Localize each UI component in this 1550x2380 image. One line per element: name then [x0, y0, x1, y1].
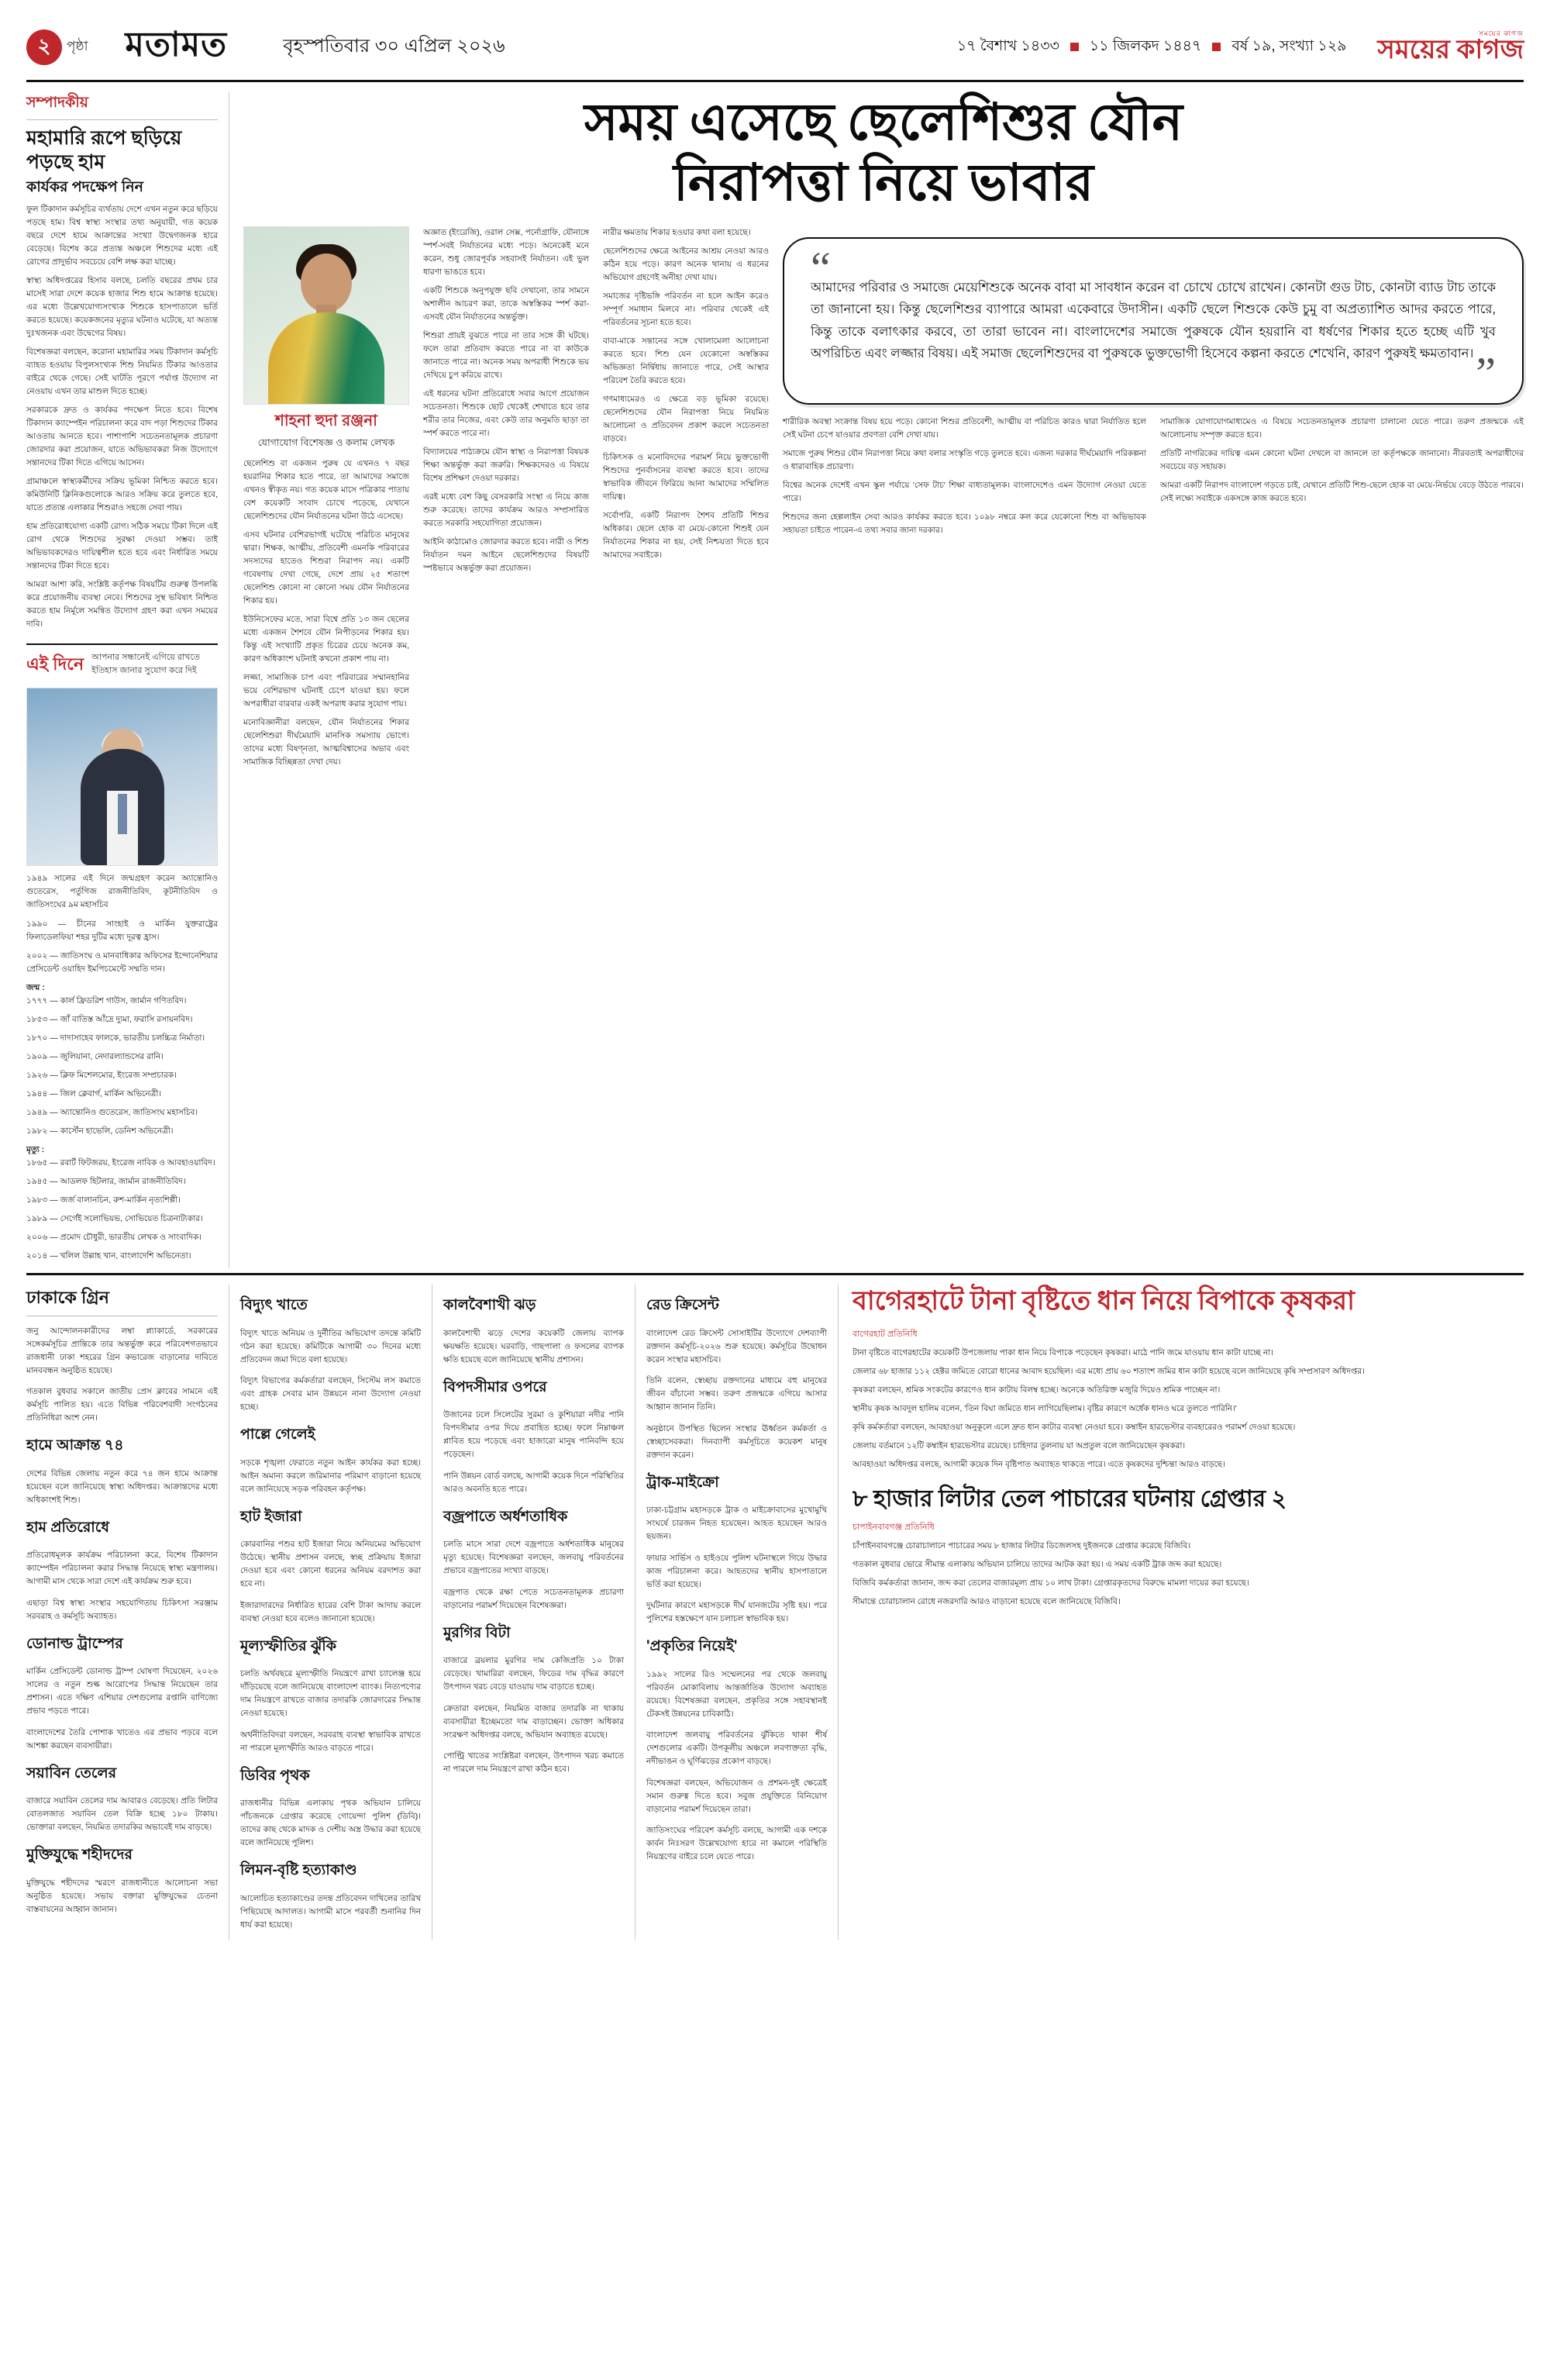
paragraph: ঢাকা-চট্টগ্রাম মহাসড়কে ট্রাক ও মাইক্রোবাসের মুখোমুখি সংঘর্ষে চারজন নিহত হয়েছেন। আহত হয়েছেন আরও ছয়জন। [646, 1506, 827, 1541]
feature-col4-text [783, 416, 1524, 537]
paragraph: ১৯০৯ — জুলিয়ানা, নেদারল্যান্ডসের রানি। [26, 1052, 164, 1062]
bongabdo-date: ১৭ বৈশাখ ১৪৩৩ [956, 37, 1059, 54]
paragraph: সমাজে পুরুষ শিশুর যৌন নিরাপত্তা নিয়ে কথা বলার সংস্কৃতি গড়ে তুলতে হবে। এজন্য দরকার দীর্ঘমেয়াদি পরিকল্পনা ও ধারাবাহিক প্রচারণা। [783, 448, 1146, 471]
pull-quote-text: আমাদের পরিবার ও সমাজে মেয়েশিশুকে অনেক বাবা মা সাবধান করেন বা চোখে চোখে রাখেন। কোনটা গুড টাচ, কোনটা ব্যাড টাচ তাকে তা জানানো হয়। কিন্তু ছেলেশিশুর ব্যাপারে আমরা একেবারে উদাসীন। একটি ছেলে শিশুকে কেউ চুমু বা অপ্রত্যাশিত আদর করতে পারে, কিন্তু তাকে বলাৎকার করবে, তা তারা ভাবেন না। বাংলাদেশের সমাজে পুরুষকে যৌন হয়রানি বা ধর্ষণের শিকার হতে হচ্ছে এটি খুব অপরিচিত এবং লজ্জার বিষয়। এই সমাজ ছেলেশিশুদের বা পুরুষকে ভুক্তভোগী হিসেবে কল্পনা করতে শেখেনি, কারণ পুরুষই ক্ষমতাবান। [811, 280, 1496, 361]
paragraph: ২০০৬ — প্রমোদ চৌধুরী, ভারতীয় লেখক ও সাংবাদিক। [26, 1233, 202, 1243]
paragraph: ১৭৭৭ — কার্ল ফ্রিডরিশ গাউস, জার্মান গণিতবিদ। [26, 996, 187, 1006]
paragraph: বিদ্যালয়ের পাঠ্যক্রমে যৌন স্বাস্থ্য ও নিরাপত্তা বিষয়ক শিক্ষা অন্তর্ভুক্ত করা জরুরি। শিক্ষকদেরও এ বিষয়ে বিশেষ প্রশিক্ষণ দেওয়া দরকার। [423, 447, 589, 483]
editorial-body [26, 203, 218, 631]
paragraph: প্রতিরোধমূলক কার্যক্রম পরিচালনা করে, বিশেষ টিকাদান ক্যাম্পেইন পরিচালনা করার সিদ্ধান্ত নিয়েছে স্বাস্থ্য মন্ত্রণালয়। আগামী মাস থেকে সারা দেশে এই কার্যক্রম শুরু হবে। [26, 1550, 218, 1586]
paragraph: মার্কিন প্রেসিডেন্ট ডোনাল্ড ট্রাম্প ঘোষণা দিয়েছেন, ২০২৬ সালের ও নতুন শুল্ক আরোপের সিদ্ধান্ত নিয়েছেন তার প্রশাসন। এতে দক্ষিণ এশিয়ার দেশগুলোর রপ্তানি বাণিজ্যে প্রভাব পড়তে পারে। [26, 1667, 218, 1716]
author-name: শাহনা হুদা রঞ্জনা [275, 412, 377, 429]
paper-logo-name: সময়ের কাগজ [1377, 36, 1524, 64]
paragraph: বাজারে সয়াবিন তেলের দাম আবারও বেড়েছে। প্রতি লিটার বোতলজাত সয়াবিন তেল বিক্রি হচ্ছে ১৮০ টাকায়। ভোক্তারা বলছেন, নিয়মিত তদারকির অভাবেই দাম বাড়ছে। [26, 1796, 218, 1832]
quote-close-icon: ” [1476, 348, 1496, 399]
paragraph: বিশেষজ্ঞরা বলছেন, করোনা মহামারির সময় টিকাদান কর্মসূচি ব্যাহত হওয়ায় বিপুলসংখ্যক শিশু নিয়মিত টিকার আওতার বাইরে থেকে গেছে। সেই ঘাটতি পূরণে পর্যাপ্ত উদ্যোগ না নেওয়ায় এখন তার মাশুল দিতে হচ্ছে। [26, 347, 218, 397]
paragraph: বজ্রপাত থেকে রক্ষা পেতে সচেতনতামূলক প্রচারণা বাড়ানোর পরামর্শ দিয়েছেন বিশেষজ্ঞরা। [443, 1587, 624, 1610]
paper-logo-kicker: সময়ের কাগজ [1478, 29, 1524, 37]
paragraph: বিশ্বের অনেক দেশেই এখন স্কুল পর্যায়ে 'সেফ টাচ' শিক্ষা বাধ্যতামূলক। বাংলাদেশেও এমন উদ্যোগ নেওয়া যেতে পারে। [783, 480, 1146, 503]
paragraph: চাঁপাইনবাবগঞ্জে চোরাচালানে পাচারের সময় ৮ হাজার লিটার ডিজেলসহ দুইজনকে গ্রেপ্তার করেছে বিজিবি। [852, 1540, 1191, 1550]
paragraph: বিজিবি কর্মকর্তারা জানান, জব্দ করা তেলের বাজারমূল্য প্রায় ১০ লাখ টাকা। গ্রেপ্তারকৃতদের বিরুদ্ধে মামলা দায়ের করা হয়েছে। [852, 1578, 1249, 1588]
bagerhat-byline: বাগেরহাট প্রতিনিধি [852, 1329, 918, 1339]
paragraph: কৃষি কর্মকর্তারা বলছেন, আবহাওয়া অনুকূলে এলে দ্রুত ধান কাটার ব্যবস্থা নেওয়া হবে। কম্বাইন হারভেস্টার ব্যবহারেরও পরামর্শ দেওয়া হয়েছে। [852, 1422, 1296, 1432]
feature-columns [243, 226, 1524, 775]
today-in-history-body [26, 918, 218, 1263]
bagerhat-body [852, 1347, 1524, 1471]
paragraph: তিনি বলেন, স্বেচ্ছায় রক্তদানের মাধ্যমে বহু মানুষের জীবন বাঁচানো সম্ভব। তরুণ প্রজন্মকে এগিয়ে আসার আহ্বান জানান তিনি। [646, 1376, 827, 1412]
news-subheading: মুক্তিযুদ্ধে শহীদদের [26, 1847, 133, 1863]
paragraph: এই ধরনের ঘটনা প্রতিরোধে সবার আগে প্রয়োজন সচেতনতা। শিশুকে ছোট থেকেই শেখাতে হবে তার শরীর তার নিজের, এবং কেউ তার অনুমতি ছাড়া তা স্পর্শ করতে পারে না। [423, 388, 589, 438]
guterres-photo [26, 688, 218, 866]
oil-smuggling-body [852, 1540, 1524, 1609]
paragraph: ১৯৪৪ — জিল ক্লেবার্গ, মার্কিন অভিনেত্রী। [26, 1089, 162, 1099]
paragraph: শিশুদের জন্য হেল্পলাইন সেবা আরও কার্যকর করতে হবে। ১০৯৮ নম্বরে কল করে যেকোনো শিশু বা অভিভাবক সহায়তা চাইতে পারেন-এ তথ্য সবার জানা দরকার। [783, 512, 1146, 535]
paragraph: ১৯৮৯ — সের্গেই সলোভিয়ভ, সোভিয়েত চিত্রনাট্যকার। [26, 1214, 203, 1224]
paragraph: বাজারে ব্রয়লার মুরগির দাম কেজিপ্রতি ১০ টাকা বেড়েছে। খামারিরা বলছেন, ফিডের দাম বৃদ্ধির কারণে উৎপাদন খরচ বেড়ে যাওয়ায় দাম বাড়াতে হচ্ছে। [443, 1656, 624, 1692]
paragraph: চলতি মাসে সারা দেশে বজ্রপাতে অর্ধশতাধিক মানুষের মৃত্যু হয়েছে। বিশেষজ্ঞরা বলছেন, জলবায়ু পরিবর্তনের প্রভাবে বজ্রপাতের সংখ্যা বাড়ছে। [443, 1540, 624, 1575]
history-group-label: মৃত্যু : [26, 1145, 45, 1155]
paragraph: ১৯৪৯ — অ্যান্তোনিও গুতেরেস, জাতিসংঘ মহাসচিব। [26, 1108, 198, 1118]
news-subheading: ডোনাল্ড ট্রাম্পের [26, 1635, 123, 1652]
paragraph: বাংলাদেশের তৈরি পোশাক খাতেও এর প্রভাব পড়বে বলে আশঙ্কা করছেন ব্যবসায়ীরা। [26, 1727, 218, 1751]
bagerhat-headline: বাগেরহাটে টানা বৃষ্টিতে ধান নিয়ে বিপাকে কৃষকরা [852, 1287, 1355, 1316]
paragraph: ক্রেতারা বলছেন, নিয়মিত বাজার তদারকি না থাকায় ব্যবসায়ীরা ইচ্ছেমতো দাম বাড়াচ্ছেন। ভোক্তা অধিকার সংরক্ষণ অধিদপ্তর বলছে, অভিযান অব্যাহত রয়েছে। [443, 1703, 624, 1740]
oil-smuggling-byline: চাপাইনবাবগঞ্জ প্রতিনিধি [852, 1522, 935, 1532]
paragraph: সড়কে শৃঙ্খলা ফেরাতে নতুন আইন কার্যকর করা হচ্ছে। আইন অমান্য করলে জরিমানার পরিমাণ বাড়ানো হয়েছে বলে জানিয়েছে সড়ক পরিবহন কর্তৃপক্ষ। [240, 1457, 421, 1494]
paragraph: ইজারাদারদের নির্ধারিত হারের বেশি টাকা আদায় করলে ব্যবস্থা নেওয়া হবে বলেও জানানো হয়েছে। [240, 1600, 421, 1623]
paragraph: ফুল টিকাদান কর্মসূচির ব্যর্থতায় দেশে এখন নতুন করে ছড়িয়ে পড়ছে হাম। বিশ্ব স্বাস্থ্য সংস্থার তথ্য অনুযায়ী, গত কয়েক বছরে দেশে হামে আক্রান্তের সংখ্যা উদ্বেগজনক হারে বেড়েছে। বিশেষ করে প্রত্যন্ত অঞ্চলে শিশুদের মধ্যে এই রোগের প্রাদুর্ভাব সবচেয়ে বেশি লক্ষ করা যাচ্ছে। [26, 205, 218, 267]
paragraph: বাংলাদেশ জলবায়ু পরিবর্তনের ঝুঁকিতে থাকা শীর্ষ দেশগুলোর একটি। উপকূলীয় অঞ্চলে লবণাক্ততা বৃদ্ধি, নদীভাঙন ও ঘূর্ণিঝড়ের প্রকোপ বাড়ছে। [646, 1730, 827, 1766]
news-subheading: মুরগির বিটা [443, 1624, 511, 1641]
news-subheading: রেড ক্রিসেন্ট [646, 1297, 719, 1313]
paragraph: কালবৈশাখী ঝড়ে দেশের কয়েকটি জেলায় ব্যাপক ক্ষয়ক্ষতি হয়েছে। ঘরবাড়ি, গাছপালা ও ফসলের ব্যাপক ক্ষতি হয়েছে বলে জানিয়েছে স্থানীয় প্রশাসন। [443, 1328, 624, 1364]
quote-open-icon: “ [811, 242, 831, 293]
paragraph: একটি শিশুকে অনুপযুক্ত ছবি দেখানো, তার সামনে অশালীন আচরণ করা, তাকে অস্বস্তিকর স্পর্শ করা-এসবই যৌন নির্যাতনের অন্তর্ভুক্ত। [423, 285, 589, 322]
author-head-shape [301, 254, 352, 312]
paragraph: ছেলেশিশু বা একজন পুরুষ যে এখনও ৭ বছর হয়রানির শিকার হতে পারে, তা আমাদের সমাজে এখনও স্বীকৃত নয়। গত কয়েক মাসে পত্রিকার পাতায় বেশ কয়েকটি সংবাদ চোখে পড়েছে, যেখানে ছেলেশিশুদের যৌন নির্যাতনের ঘটনা উঠে এসেছে। [243, 459, 409, 522]
feature-column-3 [603, 226, 769, 775]
paragraph: আবহাওয়া অধিদপ্তর বলছে, আগামী কয়েক দিন বৃষ্টিপাত অব্যাহত থাকতে পারে। এতে কৃষকদের দুশ্চিন্তা আরও বাড়ছে। [852, 1459, 1225, 1469]
paragraph: ছেলেশিশুদের ক্ষেত্রে আইনের আশ্রয় নেওয়া আরও কঠিন হয়ে পড়ে। কারণ অনেক থানায় এ ধরনের অভিযোগ গ্রহণেই অনীহা দেখা যায়। [603, 246, 769, 282]
paragraph: সীমান্তে চোরাচালান রোধে নজরদারি আরও বাড়ানো হয়েছে বলে জানিয়েছে বিজিবি। [852, 1596, 1121, 1606]
lower-column-4 [636, 1285, 839, 1940]
news-subheading: হাট ইজারা [240, 1508, 302, 1525]
news-subheading: ঢাকাকে গ্রিন [26, 1285, 218, 1316]
paragraph: মুক্তিযুদ্ধে শহীদদের স্মরণে রাজধানীতে আলোচনা সভা অনুষ্ঠিত হয়েছে। সভায় বক্তারা মুক্তিযুদ্ধের চেতনা বাস্তবায়নের আহ্বান জানান। [26, 1878, 218, 1914]
paragraph: অজ্ঞাত (ইংরেজি), ওরাল সেক্স, পর্নোগ্রাফি, যৌনাঙ্গে স্পর্শ-সবই নির্যাতনের মধ্যে পড়ে। অনেকেই মনে করেন, শুধু জোরপূর্বক সহবাসই নির্যাতন। এই ভুল ধারণা ভাঙতে হবে। [423, 227, 589, 277]
paragraph: শারীরিক অবস্থা সংক্রান্ত বিষয় হয়ে পড়ে। কোনো শিশুর প্রতিবেশী, আত্মীয় বা পরিচিত কারও দ্বারা নির্যাতিত হলে সেই ঘটনা চেপে যাওয়ার প্রবণতা বেশি দেখা যায়। [783, 416, 1146, 440]
gregorian-date: বৃহস্পতিবার ৩০ এপ্রিল ২০২৬ [283, 35, 505, 57]
date-meta [957, 30, 1524, 64]
news-subheading: হামে আক্রান্ত ৭৪ [26, 1437, 124, 1454]
today-in-history-caption: ১৯৪৯ সালের এই দিনে জন্মগ্রহণ করেন অ্যান্তোনিও গুতেরেস, পর্তুগিজ রাজনীতিবিদ, কূটনীতিবিদ ও জাতিসংঘের ৯ম মহাসচিব [26, 874, 218, 910]
paragraph: গতকাল বুধবার ভোরে সীমান্ত এলাকায় অভিযান চালিয়ে তাদের আটক করা হয়। এ সময় একটি ট্রাক জব্দ করা হয়েছে। [852, 1559, 1222, 1569]
today-in-history-label: এই দিনে [26, 654, 84, 674]
news-subheading: লিমন-বৃষ্টি হত্যাকাণ্ড [240, 1862, 357, 1878]
feature-col1-text [243, 457, 409, 769]
paragraph: সামাজিক যোগাযোগমাধ্যমেও এ বিষয়ে সচেতনতামূলক প্রচারণা চালানো যেতে পারে। তরুণ প্রজন্মকে এই আলোচনায় সম্পৃক্ত করতে হবে। [1160, 416, 1524, 440]
paragraph: ১৯৮২ — কার্স্টেন হাভেলি, ডেনিশ অভিনেত্রী। [26, 1126, 174, 1137]
news-subheading: ট্রাক-মাইক্রো [646, 1474, 719, 1491]
lower-news-section [26, 1273, 1524, 1940]
paragraph: ১৮৫৩ — জাঁ বাতিস্ত আঁদ্রে দ্যুমা, ফরাসি রসায়নবিদ। [26, 1015, 193, 1025]
paragraph: ১৯৯২ সালের রিও সম্মেলনের পর থেকে জলবায়ু পরিবর্তন মোকাবিলায় আন্তর্জাতিক উদ্যোগ অব্যাহত রয়েছে। বিশেষজ্ঞরা বলছেন, প্রকৃতির সঙ্গে সহাবস্থানই টেকসই উন্নয়নের চাবিকাঠি। [646, 1669, 827, 1719]
news-subheading: মূল্যস্ফীতির ঝুঁকি [240, 1637, 337, 1654]
feature-column-1 [243, 226, 409, 775]
paragraph: স্থানীয় কৃষক আবদুল হালিম বলেন, 'তিন বিঘা জমিতে ধান লাগিয়েছিলাম। বৃষ্টির কারণে অর্ধেক ধানও ঘরে তুলতে পারিনি।' [852, 1403, 1237, 1413]
lower-column-2 [229, 1285, 432, 1940]
paragraph: বিদ্যুৎ বিভাগের কর্মকর্তারা বলছেন, সিস্টেম লস কমাতে এবং গ্রাহক সেবার মান উন্নয়নে নানা উদ্যোগ নেওয়া হচ্ছে। [240, 1376, 421, 1412]
news-subheading: বজ্রপাতে অর্ধশতাধিক [443, 1508, 568, 1525]
feature-col3-text [603, 226, 769, 562]
paragraph: ১৮৭০ — দাদাসাহেব ফালকে, ভারতীয় চলচ্চিত্র নির্মাতা। [26, 1033, 205, 1043]
feature-column-4 [783, 226, 1524, 775]
paragraph: আমরা আশা করি, সংশ্লিষ্ট কর্তৃপক্ষ বিষয়টির গুরুত্ব উপলব্ধি করে প্রয়োজনীয় ব্যবস্থা নেবে। শিশুদের সুস্থ ভবিষ্যৎ নিশ্চিত করতে হাম নির্মূলে সমন্বিত উদ্যোগ গ্রহণ করা এখন সময়ের দাবি। [26, 580, 218, 629]
editorial-subtitle: কার্যকর পদক্ষেপ নিন [26, 178, 143, 195]
paragraph: ১৯৯০ — চীনের সাংহাই ও মার্কিন যুক্তরাষ্ট্রের ফিলাডেলফিয়া শহর দুটির মধ্যে দূরত্ব হ্রাস। [26, 919, 218, 943]
paragraph: ১৯৮৩ — জর্জ বালানচিন, রুশ-মার্কিন নৃত্যশিল্পী। [26, 1195, 181, 1206]
news-subheading: সয়াবিন তেলের [26, 1764, 117, 1782]
paragraph: ১৯৪৫ — আডলফ হিটলার, জার্মান রাজনীতিবিদ। [26, 1177, 186, 1187]
paragraph: উজানের ঢলে সিলেটের সুরমা ও কুশিয়ারা নদীর পানি বিপদসীমার ওপর দিয়ে প্রবাহিত হচ্ছে। ফলে নিম্নাঞ্চল প্লাবিত হয়ে পড়েছে এবং হাজারো মানুষ পানিবন্দি হয়ে পড়েছেন। [443, 1410, 624, 1459]
page-word-label: পৃষ্ঠা [67, 38, 88, 53]
paragraph: ফায়ার সার্ভিস ও হাইওয়ে পুলিশ ঘটনাস্থলে গিয়ে উদ্ধার কাজ পরিচালনা করে। আহতদের স্থানীয় হাসপাতালে ভর্তি করা হয়েছে। [646, 1553, 827, 1589]
paragraph: এরই মধ্যে বেশ কিছু বেসরকারি সংস্থা এ নিয়ে কাজ শুরু করেছে। তাদের কার্যক্রম আরও সম্প্রসারিত করতে সরকারি সহযোগিতা প্রয়োজন। [423, 492, 589, 528]
section-title: মতামত [125, 26, 228, 64]
paragraph: বাবা-মাকে সন্তানের সঙ্গে খোলামেলা আলোচনা করতে হবে। শিশু যেন যেকোনো অস্বস্তিকর অভিজ্ঞতা নির্দ্বিধায় জানাতে পারে, সেই আস্থার পরিবেশ তৈরি করতে হবে। [603, 336, 769, 385]
paragraph: সর্বোপরি, একটি নিরাপদ শৈশব প্রতিটি শিশুর অধিকার। ছেলে হোক বা মেয়ে-কোনো শিশুই যেন নির্যাতনের শিকার না হয়, সেই নিশ্চয়তা দিতে হবে আমাদের সবাইকে। [603, 510, 769, 560]
feature-column-2 [423, 226, 589, 775]
paragraph: গ্রামাঞ্চলে স্বাস্থ্যকর্মীদের সক্রিয় ভূমিকা নিশ্চিত করতে হবে। কমিউনিটি ক্লিনিকগুলোকে আরও সক্রিয় করে তুলতে হবে, যাতে প্রত্যন্ত এলাকার শিশুরাও সহজে সেবা পায়। [26, 477, 218, 513]
news-subheading: হাম প্রতিরোধে [26, 1519, 110, 1536]
today-in-history-note: আপনার সন্ধানেই এগিয়ে রাখতে ইতিহাস জানার সুযোগ করে দিই [91, 653, 201, 675]
paragraph: সমাজের দৃষ্টিভঙ্গি পরিবর্তন না হলে আইন করেও সম্পূর্ণ সমাধান মিলবে না। পরিবার থেকেই এই পরিবর্তনের সূচনা হতে হবে। [603, 291, 769, 327]
pull-quote [783, 237, 1524, 405]
paragraph: স্বাস্থ্য অধিদপ্তরের হিসাব বলছে, চলতি বছরের প্রথম চার মাসেই সারা দেশে কয়েক হাজার শিশু হামে আক্রান্ত হয়েছে। এর মধ্যে উল্লেখযোগ্যসংখ্যক শিশুকে হাসপাতালে ভর্তি করতে হয়েছে। কয়েকজনের মৃত্যুর ঘটনাও ঘটেছে, যা অত্যন্ত দুঃখজনক এবং উদ্বেগের বিষয়। [26, 276, 218, 339]
paragraph: অনুষ্ঠানে উপস্থিত ছিলেন সংস্থার ঊর্ধ্বতন কর্মকর্তা ও স্বেচ্ছাসেবকরা। দিনব্যাপী কর্মসূচিতে কয়েকশ মানুষ রক্তদান করেন। [646, 1423, 827, 1460]
editorial-title: মহামারি রূপে ছড়িয়ে পড়ছে হাম [26, 127, 182, 174]
paragraph: ২০১৪ — খলিল উল্লাহ খান, বাংলাদেশি অভিনেতা। [26, 1251, 191, 1261]
news-subheading: কালবৈশাখী ঝড় [443, 1297, 536, 1313]
paragraph: জাতিসংঘের পরিবেশ কর্মসূচি বলছে, আগামী এক দশকে কার্বন নিঃসরণ উল্লেখযোগ্য হারে না কমালে পরিস্থিতি নিয়ন্ত্রণের বাইরে চলে যেতে পারে। [646, 1826, 827, 1861]
paragraph: আলোচিত হত্যাকাণ্ডের তদন্ত প্রতিবেদন দাখিলের তারিখ পিছিয়েছে আদালত। আগামী মাসে পরবর্তী শুনানির দিন ধার্য করা হয়েছে। [240, 1893, 421, 1930]
volume-issue: বর্ষ ১৯, সংখ্যা ১২৯ [1231, 37, 1347, 54]
history-group-label: জন্ম : [26, 983, 45, 993]
paragraph: পানি উন্নয়ন বোর্ড বলছে, আগামী কয়েক দিনে পরিস্থিতির আরও অবনতি হতে পারে। [443, 1471, 624, 1494]
feature-headline [243, 93, 1524, 214]
paragraph: অর্থনীতিবিদরা বলছেন, সরবরাহ ব্যবস্থা স্বাভাবিক রাখতে না পারলে মূল্যস্ফীতি আরও বাড়তে পারে। [240, 1730, 421, 1753]
paragraph: লজ্জা, সামাজিক চাপ এবং পরিবারের সম্মানহানির ভয়ে বেশিরভাগ ঘটনাই চেপে যাওয়া হয়। ফলে অপরাধীরা বারবার একই অপরাধ করার সুযোগ পায়। [243, 673, 409, 709]
paragraph: ১৮৬৫ — রবার্ট ফিটজরয়, ইংরেজ নাবিক ও আবহাওয়াবিদ। [26, 1158, 215, 1168]
feature-col2-text [423, 226, 589, 575]
paragraph: দেশের বিভিন্ন জেলায় নতুন করে ৭৪ জন হামে আক্রান্ত হয়েছেন বলে জানিয়েছে স্বাস্থ্য অধিদপ্তর। আক্রান্তদের মধ্যে অধিকাংশই শিশু। [26, 1468, 218, 1505]
paragraph: হাম প্রতিরোধযোগ্য একটি রোগ। সঠিক সময়ে টিকা দিলে এই রোগ থেকে শিশুদের সুরক্ষা দেওয়া সম্ভব। তাই অভিভাবকদেরও দায়িত্বশীল হতে হবে এবং নির্ধারিত সময়ে সন্তানদের টিকা দিতে হবে। [26, 522, 218, 571]
paragraph: গতকাল বুধবার সকালে জাতীয় প্রেস ক্লাবের সামনে এই কর্মসূচি পালিত হয়। এতে বিভিন্ন পরিবেশবাদী সংগঠনের প্রতিনিধিরা অংশ নেন। [26, 1387, 218, 1423]
paragraph: প্রতিটি নাগরিকের দায়িত্ব এমন কোনো ঘটনা দেখলে বা জানলে তা কর্তৃপক্ষকে জানানো। নীরবতাই অপরাধীদের সবচেয়ে বড় সহায়ক। [1160, 448, 1524, 471]
paragraph: বাংলাদেশ রেড ক্রিসেন্ট সোসাইটির উদ্যোগে দেশব্যাপী রক্তদান কর্মসূচি-২০২৬ শুরু হয়েছে। কর্মসূচির উদ্বোধন করেন সংস্থার মহাসচিব। [646, 1328, 827, 1364]
paragraph: কোরবানির পশুর হাট ইজারা নিয়ে অনিয়মের অভিযোগ উঠেছে। স্থানীয় প্রশাসন বলছে, স্বচ্ছ প্রক্রিয়ায় ইজারা দেওয়া হবে এবং কোনো ধরনের অনিয়ম বরদাশত করা হবে না। [240, 1540, 421, 1588]
paragraph: পোল্ট্রি খাতের সংশ্লিষ্টরা বলছেন, উৎপাদন খরচ কমাতে না পারলে দাম নিয়ন্ত্রণে রাখা কঠিন হবে। [443, 1751, 624, 1774]
main-body [26, 91, 1524, 1262]
lower-column-5 [839, 1285, 1524, 1940]
paragraph: চিকিৎসক ও মনোবিদদের পরামর্শ নিয়ে ভুক্তভোগী শিশুদের পুনর্বাসনের ব্যবস্থা করতে হবে। তাদের স্বাভাবিক জীবনে ফিরিয়ে আনা আমাদের সম্মিলিত দায়িত্ব। [603, 452, 769, 502]
paragraph: শিশুরা প্রায়ই বুঝতে পারে না তার সঙ্গে কী ঘটছে। ফলে তারা প্রতিবাদ করতে পারে না বা কাউকে জানাতে পারে না। অনেক সময় অপরাধী শিশুকে ভয় দেখিয়ে চুপ করিয়ে রাখে। [423, 330, 589, 380]
paragraph: আমরা একটি নিরাপদ বাংলাদেশ গড়তে চাই, যেখানে প্রতিটি শিশু-ছেলে হোক বা মেয়ে-নির্ভয়ে বেড়ে উঠতে পারবে। সেই লক্ষ্যে সবাইকে একসঙ্গে কাজ করতে হবে। [1160, 480, 1524, 503]
editorial-rail [26, 91, 229, 1268]
photo-tie-shape [118, 794, 127, 834]
editorial-kicker: সম্পাদকীয় [26, 91, 218, 120]
square-divider-icon [1212, 43, 1221, 51]
paragraph: বিশেষজ্ঞরা বলছেন, অভিযোজন ও প্রশমন-দুই ক্ষেত্রেই সমান গুরুত্ব দিতে হবে। সবুজ প্রযুক্তিতে বিনিয়োগ বাড়ানোর পরামর্শ দিয়েছেন তারা। [646, 1778, 827, 1814]
paragraph: ২০০২ — জাতিসংঘ ও মানবাধিকার অফিসের ইন্দোনেশিয়ার প্রেসিডেন্ট ওয়াহিদ ইমপিচমেন্টে সম্মতি দান। [26, 951, 218, 974]
page-badge [26, 29, 88, 65]
paragraph: ১৯২৬ — ক্লিফ মিশেলমোর, ইংরেজ সম্প্রচারক। [26, 1071, 177, 1081]
feature-zone [229, 91, 1524, 1268]
paragraph: এছাড়া বিশ্ব স্বাস্থ্য সংস্থার সহযোগিতায় চিকিৎসা সরঞ্জাম সরবরাহ ও কর্মসূচি অব্যাহত। [26, 1598, 218, 1621]
paragraph: এসব ঘটনার বেশিরভাগই ঘটেছে পরিচিত মানুষের দ্বারা। শিক্ষক, আত্মীয়, প্রতিবেশী এমনকি পরিবারের সদস্যদের হাতেও শিশুরা নিরাপদ নয়। একটি গবেষণায় দেখা গেছে, দেশে প্রায় ২৫ শতাংশ ছেলেশিশু কোনো না কোনো সময় যৌন নির্যাতনের শিকার হয়। [243, 530, 409, 606]
paper-logo [1377, 30, 1524, 64]
headline-line-2: নিরাপত্তা নিয়ে ভাবার [673, 154, 1094, 212]
paragraph: নারীর ক্ষমতায় শিকার হওয়ার কথা বলা হয়েছে। [603, 227, 751, 237]
paragraph: সরকারকে দ্রুত ও কার্যকর পদক্ষেপ নিতে হবে। বিশেষ টিকাদান ক্যাম্পেইন পরিচালনা করে বাদ পড়া শিশুদের টিকার আওতায় আনতে হবে। পাশাপাশি সচেতনতামূলক প্রচারণা জোরদার করা প্রয়োজন, যাতে অভিভাবকরা নিজ উদ্যোগে সন্তানদের টিকা দিতে এগিয়ে আসেন। [26, 405, 218, 468]
paragraph: কৃষকরা বলছেন, শ্রমিক সংকটের কারণেও ধান কাটায় বিলম্ব হচ্ছে। অনেকে অতিরিক্ত মজুরি দিয়েও শ্রমিক পাচ্ছেন না। [852, 1385, 1221, 1395]
paragraph: গণমাধ্যমেরও এ ক্ষেত্রে বড় ভূমিকা রয়েছে। ছেলেশিশুদের যৌন নিরাপত্তা নিয়ে নিয়মিত আলোচনা ও প্রতিবেদন প্রকাশ করলে সচেতনতা বাড়বে। [603, 394, 769, 443]
headline-line-1: সময় এসেছে ছেলেশিশুর যৌন [584, 95, 1183, 151]
lower-column-3 [432, 1285, 636, 1940]
news-subheading: 'প্রকৃতির নিয়েই' [646, 1638, 738, 1654]
paragraph: টানা বৃষ্টিতে বাগেরহাটের কয়েকটি উপজেলায় পাকা ধান নিয়ে বিপাকে পড়েছেন কৃষকরা। মাঠে পানি জমে যাওয়ায় ধান কাটা যাচ্ছে না। [852, 1347, 1273, 1357]
paragraph: জনু আন্দোলনকারীদের লম্বা প্ল্যাকার্ডে, সরকারের সঙ্গেকর্মসূচির প্রান্তিকে তার অন্তর্ভুক্ত করে পরিবেশগতভাবে রাজধানী ঢাকা শহরের গ্রিন কভারেজ বাড়ানোর দাবিতে মানববন্ধন অনুষ্ঠিত হয়েছে। [26, 1326, 218, 1375]
paragraph: ইউনিসেফের মতে, সারা বিশ্বে প্রতি ১৩ জন ছেলের মধ্যে একজন শৈশবে যৌন নিপীড়নের শিকার হয়। কিন্তু এই সংখ্যাটি প্রকৃত চিত্রের চেয়ে অনেক কম, কারণ অধিকাংশ ঘটনাই কখনো প্রকাশ পায় না। [243, 615, 409, 664]
paragraph: চলতি অর্থবছরে মূল্যস্ফীতি নিয়ন্ত্রণে রাখা চ্যালেঞ্জ হয়ে দাঁড়িয়েছে বলে জানিয়েছে বাংলাদেশ ব্যাংক। নিত্যপণ্যের দাম নিয়ন্ত্রণে রাখতে বাজার তদারকি জোরদারের সিদ্ধান্ত নেওয়া হয়েছে। [240, 1669, 421, 1718]
news-subheading: পাল্লে গেলেই [240, 1426, 315, 1443]
masthead [26, 22, 1524, 82]
square-divider-icon [1070, 43, 1079, 51]
oil-smuggling-headline: ৮ হাজার লিটার তেল পাচারের ঘটনায় গ্রেপ্তার ২ [852, 1485, 1287, 1512]
hijri-date: ১১ জিলকদ ১৪৪৭ [1089, 37, 1202, 54]
author-photo [243, 226, 409, 405]
paragraph: বিদ্যুৎ খাতে অনিয়ম ও দুর্নীতির অভিযোগ তদন্তে কমিটি গঠন করা হয়েছে। কমিটিকে আগামী ৩০ দিনের মধ্যে প্রতিবেদন জমা দিতে বলা হয়েছে। [240, 1328, 421, 1364]
today-in-history-header [26, 643, 218, 680]
paragraph: মনোবিজ্ঞানীরা বলছেন, যৌন নির্যাতনের শিকার ছেলেশিশুরা দীর্ঘমেয়াদি মানসিক সমস্যায় ভোগে। তাদের মধ্যে বিষণ্নতা, আত্মবিশ্বাসের অভাব এবং সামাজিক বিচ্ছিন্নতা দেখা দেয়। [243, 718, 409, 767]
lower-column-1 [26, 1285, 229, 1940]
page-number: ২ [26, 29, 62, 65]
news-subheading: বিপদসীমার ওপরে [443, 1378, 547, 1395]
paragraph: আইনি কাঠামোও জোরদার করতে হবে। নারী ও শিশু নির্যাতন দমন আইনে ছেলেশিশুদের বিষয়টি স্পষ্টভাবে অন্তর্ভুক্ত করা প্রয়োজন। [423, 536, 589, 573]
news-subheading: বিদ্যুৎ খাতে [240, 1297, 308, 1313]
paragraph: জেলায় বর্তমানে ১২টি কম্বাইন হারভেস্টার রয়েছে। চাহিদার তুলনায় যা অপ্রতুল বলে জানিয়েছেন কৃষকরা। [852, 1440, 1186, 1450]
author-role: যোগাযোগ বিশেষজ্ঞ ও কলাম লেখক [257, 436, 395, 448]
news-subheading: ডিবির পৃথক [240, 1767, 310, 1784]
paragraph: রাজধানীর বিভিন্ন এলাকায় পৃথক অভিযান চালিয়ে পাঁচজনকে গ্রেপ্তার করেছে গোয়েন্দা পুলিশ (ডিবি)। তাদের কাছ থেকে মাদক ও দেশীয় অস্ত্র উদ্ধার করা হয়েছে বলে জানিয়েছে পুলিশ। [240, 1799, 421, 1847]
paragraph: দুর্ঘটনার কারণে মহাসড়কে দীর্ঘ যানজটের সৃষ্টি হয়। পরে পুলিশের হস্তক্ষেপে যান চলাচল স্বাভাবিক হয়। [646, 1601, 827, 1623]
author-saree-shape [268, 312, 384, 404]
paragraph: জেলার ৬৮ হাজার ১১২ হেক্টর জমিতে বোরো ধানের আবাদ হয়েছিল। এর মধ্যে প্রায় ৬০ শতাংশ জমির ধান কাটা হয়েছে বলে জানিয়েছে কৃষি সম্প্রসারণ অধিদপ্তর। [852, 1366, 1365, 1376]
